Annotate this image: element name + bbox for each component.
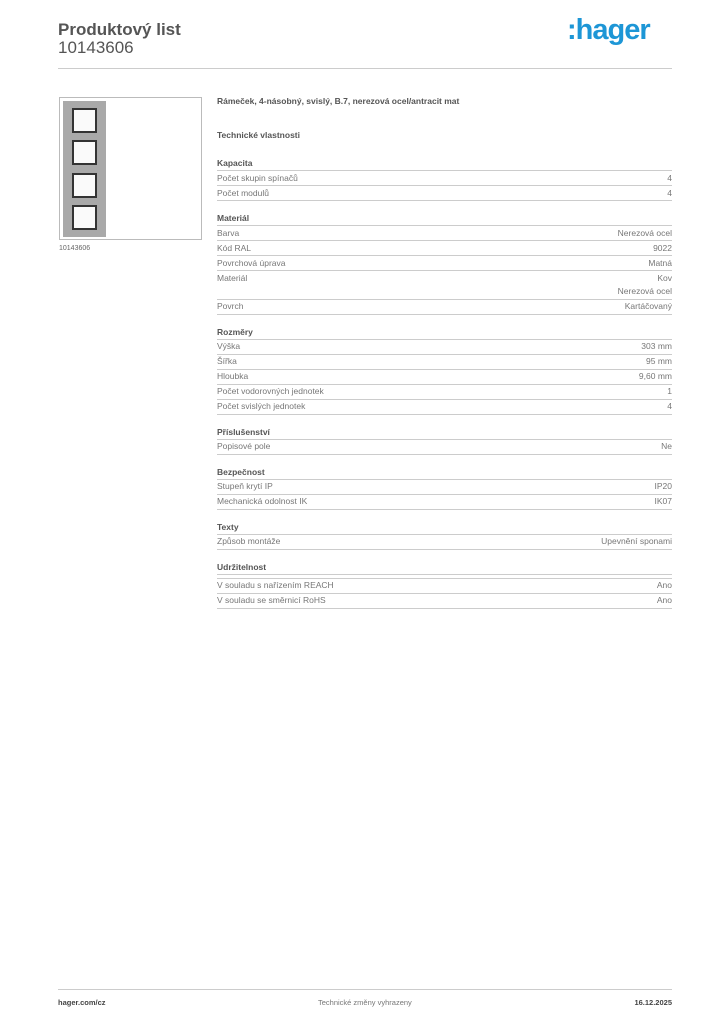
spec-label: Popisové pole	[217, 441, 271, 451]
footer-note: Technické změny vyhrazeny	[318, 998, 412, 1007]
product-description: Rámeček, 4-násobný, svislý, B.7, nerezová ocel/antracit mat	[217, 96, 460, 106]
section-heading: Materiál	[217, 211, 672, 226]
product-details	[217, 96, 672, 619]
spec-row	[217, 256, 672, 271]
spec-row	[217, 535, 672, 550]
spec-row	[217, 241, 672, 256]
spec-value	[648, 257, 672, 271]
spec-row	[217, 370, 672, 385]
spec-value	[646, 355, 672, 369]
footer-date: 16.12.2025	[634, 998, 672, 1007]
section-heading: Rozměry	[217, 325, 672, 340]
spec-row	[217, 271, 672, 300]
product-image	[59, 97, 202, 240]
image-caption: 10143606	[59, 245, 91, 252]
spec-label: Povrchová úprava	[217, 257, 286, 268]
spec-value	[667, 187, 672, 201]
spec-value	[625, 300, 672, 314]
spec-value	[655, 480, 673, 494]
spec-label: Počet vodorovných jednotek	[217, 386, 324, 396]
spec-value-line: 9022	[653, 242, 672, 253]
spec-label: Hloubka	[217, 371, 249, 381]
spec-value-line: 4	[667, 401, 672, 411]
spec-value	[661, 440, 672, 454]
spec-value-line: IP20	[654, 481, 672, 491]
spec-value-line: IK07	[654, 496, 672, 506]
section-heading: Udržitelnost	[217, 560, 672, 575]
section-heading: Příslušenství	[217, 425, 672, 440]
spec-value-line: Matná	[648, 257, 672, 268]
spec-label: Počet svislých jednotek	[217, 401, 306, 411]
section-heading: Kapacita	[217, 156, 672, 171]
spec-value	[601, 535, 672, 549]
section-heading: Bezpečnost	[217, 465, 672, 480]
spec-value-line: Ne	[661, 441, 672, 451]
spec-label: V souladu se směrnicí RoHS	[217, 595, 326, 605]
spec-row	[217, 171, 672, 186]
spec-section	[217, 520, 672, 550]
spec-row	[217, 400, 672, 415]
frame-illustration	[63, 101, 106, 237]
spec-value-line: 4	[667, 187, 672, 198]
spec-value-line: Nerezová ocel	[617, 227, 672, 238]
spec-section	[217, 156, 672, 201]
spec-value	[657, 594, 672, 608]
spec-value-line: 4	[667, 172, 672, 183]
spec-value	[657, 579, 672, 593]
spec-row	[217, 340, 672, 355]
spec-row	[217, 579, 672, 594]
page-title: Produktový list	[58, 20, 181, 39]
spec-row	[217, 480, 672, 495]
spec-value-line: Ano	[656, 595, 672, 605]
spec-section	[217, 560, 672, 609]
spec-value	[653, 242, 672, 256]
spec-label: Kód RAL	[217, 242, 252, 253]
spec-row	[217, 440, 672, 455]
spec-label: V souladu s nařízením REACH	[217, 580, 334, 590]
spec-row	[217, 385, 672, 400]
spec-row	[217, 594, 672, 609]
footer-divider	[58, 989, 672, 990]
spec-value-line: 303 mm	[641, 341, 672, 351]
spec-label: Šířka	[217, 356, 237, 366]
spec-value	[641, 340, 672, 354]
spec-value	[667, 385, 672, 399]
spec-label: Stupeň krytí IP	[217, 481, 273, 491]
spec-section	[217, 425, 672, 455]
spec-value-line: 9,60 mm	[638, 371, 672, 381]
spec-value-line: Upevnění sponami	[601, 536, 672, 546]
spec-value	[618, 227, 672, 241]
spec-value	[667, 400, 672, 414]
product-number: 10143606	[58, 38, 134, 57]
spec-row	[217, 226, 672, 241]
header-divider	[58, 68, 672, 69]
spec-label: Mechanická odolnost IK	[217, 496, 308, 506]
spec-row	[217, 300, 672, 315]
hager-logo: :hager	[567, 14, 650, 46]
spec-row	[217, 186, 672, 201]
spec-value-line: 1	[667, 386, 672, 396]
section-heading: Texty	[217, 520, 672, 535]
spec-value-line: 95 mm	[646, 356, 672, 366]
spec-value	[618, 272, 672, 299]
spec-value	[655, 495, 673, 509]
spec-label: Barva	[217, 227, 240, 238]
spec-value-line: Kartáčovaný	[624, 301, 672, 311]
spec-value-line: Ano	[656, 580, 672, 590]
tech-heading: Technické vlastnosti	[217, 130, 300, 140]
spec-row	[217, 355, 672, 370]
spec-label: Počet skupin spínačů	[217, 172, 298, 183]
spec-section	[217, 465, 672, 510]
spec-label: Počet modulů	[217, 187, 269, 198]
spec-label: Výška	[217, 341, 241, 351]
spec-value-line: Nerezová ocel	[617, 286, 672, 296]
spec-value	[667, 172, 672, 186]
spec-label: Povrch	[217, 301, 244, 311]
spec-row	[217, 495, 672, 510]
spec-value-line: Kov	[657, 272, 672, 283]
spec-sections	[217, 156, 672, 609]
spec-label: Materiál	[217, 272, 248, 283]
spec-section	[217, 211, 672, 315]
footer-website[interactable]: hager.com/cz	[58, 998, 106, 1007]
spec-label: Způsob montáže	[217, 536, 281, 546]
spec-section	[217, 325, 672, 415]
spec-value	[639, 370, 672, 384]
